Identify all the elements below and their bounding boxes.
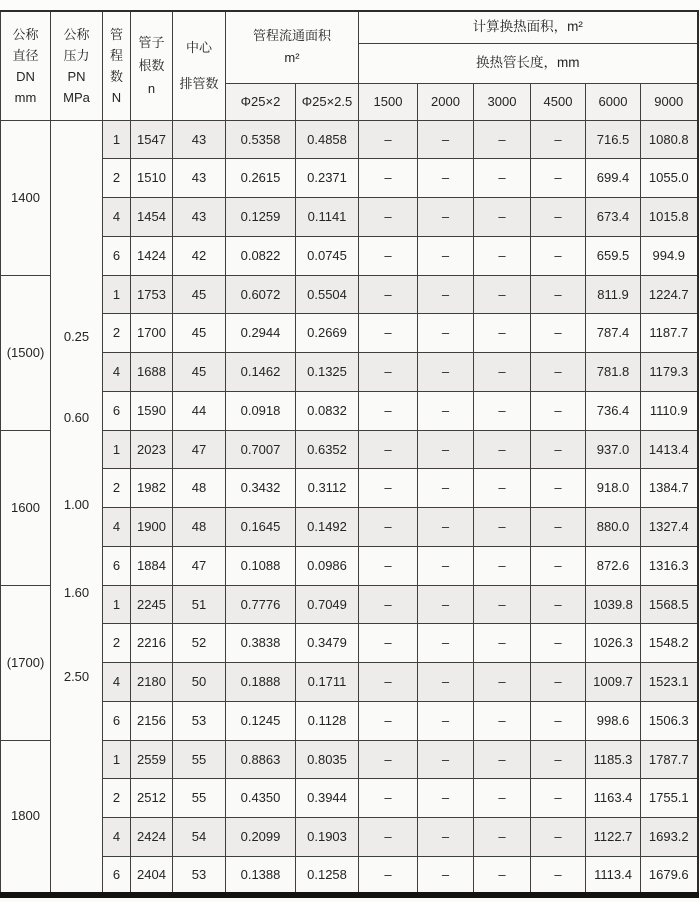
table-row — [1, 120, 698, 159]
header-tube-passes — [103, 11, 131, 120]
heat-area-L4500-cell: – — [531, 624, 586, 663]
flow-area-25x2-cell: 0.4350 — [226, 779, 296, 818]
passes-cell: 6 — [103, 546, 131, 585]
flow-area-25x2-5-cell: 0.3944 — [296, 779, 359, 818]
heat-area-L2000-cell: – — [418, 159, 474, 198]
heat-area-L6000-cell: 880.0 — [586, 508, 641, 547]
header-line: 管程流通面积 — [253, 28, 332, 44]
flow-area-25x2-5-cell: 0.1128 — [296, 701, 359, 740]
heat-area-L9000-cell: 1080.8 — [641, 120, 698, 159]
heat-area-L2000-cell: – — [418, 663, 474, 702]
heat-area-L4500-cell: – — [531, 818, 586, 857]
header-line: mm — [14, 89, 37, 105]
center-rows-cell: 51 — [173, 585, 226, 624]
heat-area-L6000-cell: 1039.8 — [586, 585, 641, 624]
heat-area-L3000-cell: – — [474, 430, 531, 469]
flow-area-25x2-5-cell: 0.2669 — [296, 314, 359, 353]
heat-area-L1500-cell: – — [359, 159, 418, 198]
heat-area-L3000-cell: – — [474, 120, 531, 159]
flow-area-25x2-5-cell: 0.3479 — [296, 624, 359, 663]
header-length-9000: 9000 — [641, 83, 698, 120]
tube-count-cell: 1900 — [131, 508, 173, 547]
heat-area-L6000-cell: 998.6 — [586, 701, 641, 740]
heat-area-L6000-cell: 918.0 — [586, 469, 641, 508]
pressure-value: 1.60 — [63, 585, 90, 601]
heat-area-L3000-cell: – — [474, 314, 531, 353]
heat-area-L1500-cell: – — [359, 585, 418, 624]
heat-area-L3000-cell: – — [474, 818, 531, 857]
flow-area-25x2-5-cell: 0.3112 — [296, 469, 359, 508]
center-rows-cell: 43 — [173, 120, 226, 159]
heat-area-L2000-cell: – — [418, 430, 474, 469]
table-row — [1, 779, 698, 818]
header-line: MPa — [63, 89, 90, 105]
heat-area-L4500-cell: – — [531, 508, 586, 547]
table-row — [1, 663, 698, 702]
flow-area-25x2-5-cell: 0.7049 — [296, 585, 359, 624]
center-rows-cell: 48 — [173, 508, 226, 547]
center-rows-cell: 54 — [173, 818, 226, 857]
header-line: 排管数 — [179, 75, 219, 91]
heat-area-L3000-cell: – — [474, 236, 531, 275]
passes-cell: 1 — [103, 120, 131, 159]
heat-area-L9000-cell: 1506.3 — [641, 701, 698, 740]
flow-area-25x2-5-cell: 0.0832 — [296, 391, 359, 430]
header-tube-length: 换热管长度，mm — [359, 43, 698, 83]
heat-area-L4500-cell: – — [531, 779, 586, 818]
heat-area-L1500-cell: – — [359, 430, 418, 469]
heat-area-L3000-cell: – — [474, 740, 531, 779]
passes-cell: 4 — [103, 353, 131, 392]
table-row — [1, 353, 698, 392]
table-row — [1, 546, 698, 585]
flow-area-25x2-cell: 0.6072 — [226, 275, 296, 314]
heat-area-L4500-cell: – — [531, 198, 586, 237]
header-length-6000: 6000 — [586, 83, 641, 120]
header-length-3000: 3000 — [474, 83, 531, 120]
heat-area-L1500-cell: – — [359, 779, 418, 818]
heat-area-L9000-cell: 994.9 — [641, 236, 698, 275]
heat-area-L1500-cell: – — [359, 120, 418, 159]
tube-count-cell: 2245 — [131, 585, 173, 624]
passes-cell: 4 — [103, 818, 131, 857]
heat-area-L9000-cell: 1755.1 — [641, 779, 698, 818]
dn-value-cell: 1600 — [1, 430, 51, 585]
table-row — [1, 701, 698, 740]
flow-area-25x2-cell: 0.1888 — [226, 663, 296, 702]
center-rows-cell: 44 — [173, 391, 226, 430]
heat-area-L4500-cell: – — [531, 120, 586, 159]
flow-area-25x2-5-cell: 0.1492 — [296, 508, 359, 547]
heat-area-L9000-cell: 1787.7 — [641, 740, 698, 779]
flow-area-25x2-cell: 0.7776 — [226, 585, 296, 624]
header-nominal-diameter — [1, 11, 51, 120]
table-row — [1, 624, 698, 663]
heat-area-L4500-cell: – — [531, 159, 586, 198]
heat-area-L3000-cell: – — [474, 391, 531, 430]
dn-value-cell: (1500) — [1, 275, 51, 430]
table-row — [1, 159, 698, 198]
flow-area-25x2-5-cell: 0.8035 — [296, 740, 359, 779]
heat-area-L4500-cell: – — [531, 546, 586, 585]
heat-area-L1500-cell: – — [359, 624, 418, 663]
table-row — [1, 469, 698, 508]
heat-area-L2000-cell: – — [418, 740, 474, 779]
heat-area-L9000-cell: 1316.3 — [641, 546, 698, 585]
flow-area-25x2-5-cell: 0.0986 — [296, 546, 359, 585]
flow-area-25x2-5-cell: 0.2371 — [296, 159, 359, 198]
flow-area-25x2-cell: 0.3838 — [226, 624, 296, 663]
passes-cell: 2 — [103, 779, 131, 818]
flow-area-25x2-5-cell: 0.6352 — [296, 430, 359, 469]
heat-area-L6000-cell: 736.4 — [586, 391, 641, 430]
header-center-row-count — [173, 11, 226, 120]
passes-cell: 6 — [103, 391, 131, 430]
header-line: 程 — [109, 47, 123, 63]
heat-area-L3000-cell: – — [474, 856, 531, 895]
heat-area-L1500-cell: – — [359, 663, 418, 702]
passes-cell: 4 — [103, 663, 131, 702]
heat-area-L3000-cell: – — [474, 663, 531, 702]
header-tube-count — [131, 11, 173, 120]
tube-count-cell: 2512 — [131, 779, 173, 818]
heat-area-L1500-cell: – — [359, 198, 418, 237]
tube-count-cell: 2156 — [131, 701, 173, 740]
heat-area-L4500-cell: – — [531, 585, 586, 624]
passes-cell: 1 — [103, 585, 131, 624]
heat-area-L4500-cell: – — [531, 701, 586, 740]
heat-area-L9000-cell: 1179.3 — [641, 353, 698, 392]
header-flow-area — [226, 11, 359, 83]
passes-cell: 2 — [103, 469, 131, 508]
flow-area-25x2-cell: 0.2099 — [226, 818, 296, 857]
heat-area-L4500-cell: – — [531, 740, 586, 779]
heat-area-L3000-cell: – — [474, 546, 531, 585]
heat-area-L3000-cell: – — [474, 198, 531, 237]
header-line: m² — [284, 50, 300, 66]
heat-area-L4500-cell: – — [531, 391, 586, 430]
dn-value-cell: 1400 — [1, 120, 51, 275]
heat-area-L2000-cell: – — [418, 818, 474, 857]
flow-area-25x2-5-cell: 0.1325 — [296, 353, 359, 392]
header-line: 数 — [109, 68, 123, 84]
center-rows-cell: 53 — [173, 856, 226, 895]
pressure-value: 0.60 — [63, 410, 90, 426]
dn-value-cell: 1800 — [1, 740, 51, 895]
flow-area-25x2-cell: 0.2615 — [226, 159, 296, 198]
passes-cell: 1 — [103, 275, 131, 314]
heat-area-L6000-cell: 1122.7 — [586, 818, 641, 857]
center-rows-cell: 43 — [173, 198, 226, 237]
heat-area-L9000-cell: 1224.7 — [641, 275, 698, 314]
tube-count-cell: 1700 — [131, 314, 173, 353]
header-line: 根数 — [138, 58, 165, 74]
tube-count-cell: 1982 — [131, 469, 173, 508]
header-length-1500: 1500 — [359, 83, 418, 120]
heat-area-L1500-cell: – — [359, 818, 418, 857]
tube-count-cell: 2404 — [131, 856, 173, 895]
heat-area-L9000-cell: 1413.4 — [641, 430, 698, 469]
passes-cell: 2 — [103, 314, 131, 353]
heat-area-L1500-cell: – — [359, 740, 418, 779]
heat-area-L1500-cell: – — [359, 275, 418, 314]
flow-area-25x2-5-cell: 0.1258 — [296, 856, 359, 895]
table-row — [1, 236, 698, 275]
header-line: n — [147, 81, 156, 97]
tube-count-cell: 2216 — [131, 624, 173, 663]
center-rows-cell: 52 — [173, 624, 226, 663]
heat-area-L9000-cell: 1187.7 — [641, 314, 698, 353]
center-rows-cell: 47 — [173, 546, 226, 585]
passes-cell: 6 — [103, 856, 131, 895]
flow-area-25x2-cell: 0.1388 — [226, 856, 296, 895]
tube-count-cell: 1454 — [131, 198, 173, 237]
heat-area-L6000-cell: 1009.7 — [586, 663, 641, 702]
heat-area-L6000-cell: 811.9 — [586, 275, 641, 314]
table-row — [1, 275, 698, 314]
heat-area-L4500-cell: – — [531, 275, 586, 314]
center-rows-cell: 50 — [173, 663, 226, 702]
heat-area-L2000-cell: – — [418, 120, 474, 159]
heat-area-L3000-cell: – — [474, 508, 531, 547]
heat-area-L1500-cell: – — [359, 314, 418, 353]
heat-area-L9000-cell: 1679.6 — [641, 856, 698, 895]
header-phi-25x2: Φ25×2 — [226, 83, 296, 120]
passes-cell: 6 — [103, 236, 131, 275]
heat-area-L4500-cell: – — [531, 663, 586, 702]
center-rows-cell: 55 — [173, 740, 226, 779]
heat-area-L1500-cell: – — [359, 469, 418, 508]
pressure-value: 2.50 — [63, 668, 90, 684]
flow-area-25x2-cell: 0.2944 — [226, 314, 296, 353]
table-row — [1, 198, 698, 237]
heat-area-L6000-cell: 673.4 — [586, 198, 641, 237]
center-rows-cell: 45 — [173, 275, 226, 314]
header-line: PN — [67, 68, 86, 84]
header-length-2000: 2000 — [418, 83, 474, 120]
heat-area-L9000-cell: 1568.5 — [641, 585, 698, 624]
heat-area-L3000-cell: – — [474, 779, 531, 818]
heat-area-L2000-cell: – — [418, 585, 474, 624]
passes-cell: 1 — [103, 430, 131, 469]
header-line: 管子 — [138, 35, 165, 51]
heat-area-L6000-cell: 1113.4 — [586, 856, 641, 895]
flow-area-25x2-5-cell: 0.0745 — [296, 236, 359, 275]
heat-area-L9000-cell: 1548.2 — [641, 624, 698, 663]
heat-area-L6000-cell: 781.8 — [586, 353, 641, 392]
table-row — [1, 740, 698, 779]
heat-area-L9000-cell: 1327.4 — [641, 508, 698, 547]
heat-area-L6000-cell: 1185.3 — [586, 740, 641, 779]
center-rows-cell: 48 — [173, 469, 226, 508]
flow-area-25x2-cell: 0.7007 — [226, 430, 296, 469]
heat-area-L2000-cell: – — [418, 469, 474, 508]
header-line: 公称 — [12, 26, 39, 42]
heat-area-L3000-cell: – — [474, 624, 531, 663]
heat-area-L6000-cell: 1163.4 — [586, 779, 641, 818]
flow-area-25x2-5-cell: 0.5504 — [296, 275, 359, 314]
flow-area-25x2-cell: 0.1645 — [226, 508, 296, 547]
heat-area-L4500-cell: – — [531, 430, 586, 469]
tube-count-cell: 1688 — [131, 353, 173, 392]
center-rows-cell: 47 — [173, 430, 226, 469]
tube-count-cell: 1424 — [131, 236, 173, 275]
heat-area-L4500-cell: – — [531, 314, 586, 353]
flow-area-25x2-5-cell: 0.4858 — [296, 120, 359, 159]
heat-area-L1500-cell: – — [359, 236, 418, 275]
passes-cell: 2 — [103, 159, 131, 198]
flow-area-25x2-cell: 0.3432 — [226, 469, 296, 508]
tube-count-cell: 1547 — [131, 120, 173, 159]
tube-count-cell: 2180 — [131, 663, 173, 702]
tube-count-cell: 1510 — [131, 159, 173, 198]
heat-area-L6000-cell: 716.5 — [586, 120, 641, 159]
flow-area-25x2-cell: 0.0822 — [226, 236, 296, 275]
heat-area-L6000-cell: 787.4 — [586, 314, 641, 353]
heat-area-L9000-cell: 1693.2 — [641, 818, 698, 857]
table-row — [1, 430, 698, 469]
tube-count-cell: 2023 — [131, 430, 173, 469]
flow-area-25x2-cell: 0.1259 — [226, 198, 296, 237]
flow-area-25x2-5-cell: 0.1903 — [296, 818, 359, 857]
heat-area-L2000-cell: – — [418, 353, 474, 392]
table-row — [1, 391, 698, 430]
heat-area-L1500-cell: – — [359, 856, 418, 895]
header-phi-25x2-5: Φ25×2.5 — [296, 83, 359, 120]
flow-area-25x2-cell: 0.0918 — [226, 391, 296, 430]
heat-area-L2000-cell: – — [418, 391, 474, 430]
header-line: 直径 — [12, 47, 39, 63]
pressure-value: 0.25 — [63, 328, 90, 344]
header-line: 压力 — [63, 47, 90, 63]
flow-area-25x2-cell: 0.1462 — [226, 353, 296, 392]
tube-count-cell: 1590 — [131, 391, 173, 430]
pressure-value: 1.00 — [63, 496, 90, 512]
table-row — [1, 314, 698, 353]
tube-count-cell: 2559 — [131, 740, 173, 779]
heat-area-L4500-cell: – — [531, 856, 586, 895]
heat-area-L2000-cell: – — [418, 701, 474, 740]
heat-area-L4500-cell: – — [531, 353, 586, 392]
heat-area-L6000-cell: 1026.3 — [586, 624, 641, 663]
center-rows-cell: 53 — [173, 701, 226, 740]
heat-area-L4500-cell: – — [531, 236, 586, 275]
heat-area-L1500-cell: – — [359, 391, 418, 430]
heat-area-L9000-cell: 1384.7 — [641, 469, 698, 508]
tube-count-cell: 2424 — [131, 818, 173, 857]
passes-cell: 6 — [103, 701, 131, 740]
passes-cell: 4 — [103, 508, 131, 547]
table-row — [1, 856, 698, 895]
header-calc-heat-area: 计算换热面积，m² — [359, 11, 698, 43]
table-row — [1, 818, 698, 857]
heat-area-L1500-cell: – — [359, 508, 418, 547]
heat-area-L3000-cell: – — [474, 275, 531, 314]
heat-area-L2000-cell: – — [418, 198, 474, 237]
heat-area-L1500-cell: – — [359, 353, 418, 392]
heat-area-L2000-cell: – — [418, 546, 474, 585]
header-length-4500: 4500 — [531, 83, 586, 120]
heat-area-L6000-cell: 937.0 — [586, 430, 641, 469]
flow-area-25x2-cell: 0.5358 — [226, 120, 296, 159]
heat-area-L2000-cell: – — [418, 779, 474, 818]
center-rows-cell: 43 — [173, 159, 226, 198]
header-line: 管 — [109, 26, 123, 42]
heat-area-L2000-cell: – — [418, 856, 474, 895]
heat-area-L6000-cell: 659.5 — [586, 236, 641, 275]
passes-cell: 1 — [103, 740, 131, 779]
heat-area-L6000-cell: 699.4 — [586, 159, 641, 198]
tube-count-cell: 1753 — [131, 275, 173, 314]
center-rows-cell: 45 — [173, 353, 226, 392]
heat-area-L4500-cell: – — [531, 469, 586, 508]
passes-cell: 4 — [103, 198, 131, 237]
center-rows-cell: 42 — [173, 236, 226, 275]
heat-area-L2000-cell: – — [418, 236, 474, 275]
flow-area-25x2-cell: 0.8863 — [226, 740, 296, 779]
pn-value-cell — [51, 120, 103, 895]
dn-value-cell: (1700) — [1, 585, 51, 740]
flow-area-25x2-5-cell: 0.1141 — [296, 198, 359, 237]
header-line: 中心 — [185, 39, 212, 55]
heat-area-L1500-cell: – — [359, 546, 418, 585]
heat-area-L3000-cell: – — [474, 469, 531, 508]
header-line: DN — [16, 68, 35, 84]
header-line: N — [111, 89, 122, 105]
header-line: 公称 — [63, 26, 90, 42]
flow-area-25x2-cell: 0.1245 — [226, 701, 296, 740]
table-row — [1, 585, 698, 624]
header-nominal-pressure — [51, 11, 103, 120]
heat-area-L3000-cell: – — [474, 353, 531, 392]
heat-area-L2000-cell: – — [418, 508, 474, 547]
heat-area-L2000-cell: – — [418, 275, 474, 314]
heat-area-L2000-cell: – — [418, 314, 474, 353]
heat-area-L3000-cell: – — [474, 159, 531, 198]
heat-exchanger-spec-table — [0, 10, 699, 898]
heat-area-L9000-cell: 1055.0 — [641, 159, 698, 198]
heat-area-L3000-cell: – — [474, 701, 531, 740]
center-rows-cell: 45 — [173, 314, 226, 353]
heat-area-L2000-cell: – — [418, 624, 474, 663]
passes-cell: 2 — [103, 624, 131, 663]
heat-area-L1500-cell: – — [359, 701, 418, 740]
heat-area-L3000-cell: – — [474, 585, 531, 624]
center-rows-cell: 55 — [173, 779, 226, 818]
heat-area-L9000-cell: 1523.1 — [641, 663, 698, 702]
flow-area-25x2-5-cell: 0.1711 — [296, 663, 359, 702]
heat-area-L9000-cell: 1015.8 — [641, 198, 698, 237]
heat-area-L9000-cell: 1110.9 — [641, 391, 698, 430]
flow-area-25x2-cell: 0.1088 — [226, 546, 296, 585]
tube-count-cell: 1884 — [131, 546, 173, 585]
table-row — [1, 508, 698, 547]
heat-area-L6000-cell: 872.6 — [586, 546, 641, 585]
